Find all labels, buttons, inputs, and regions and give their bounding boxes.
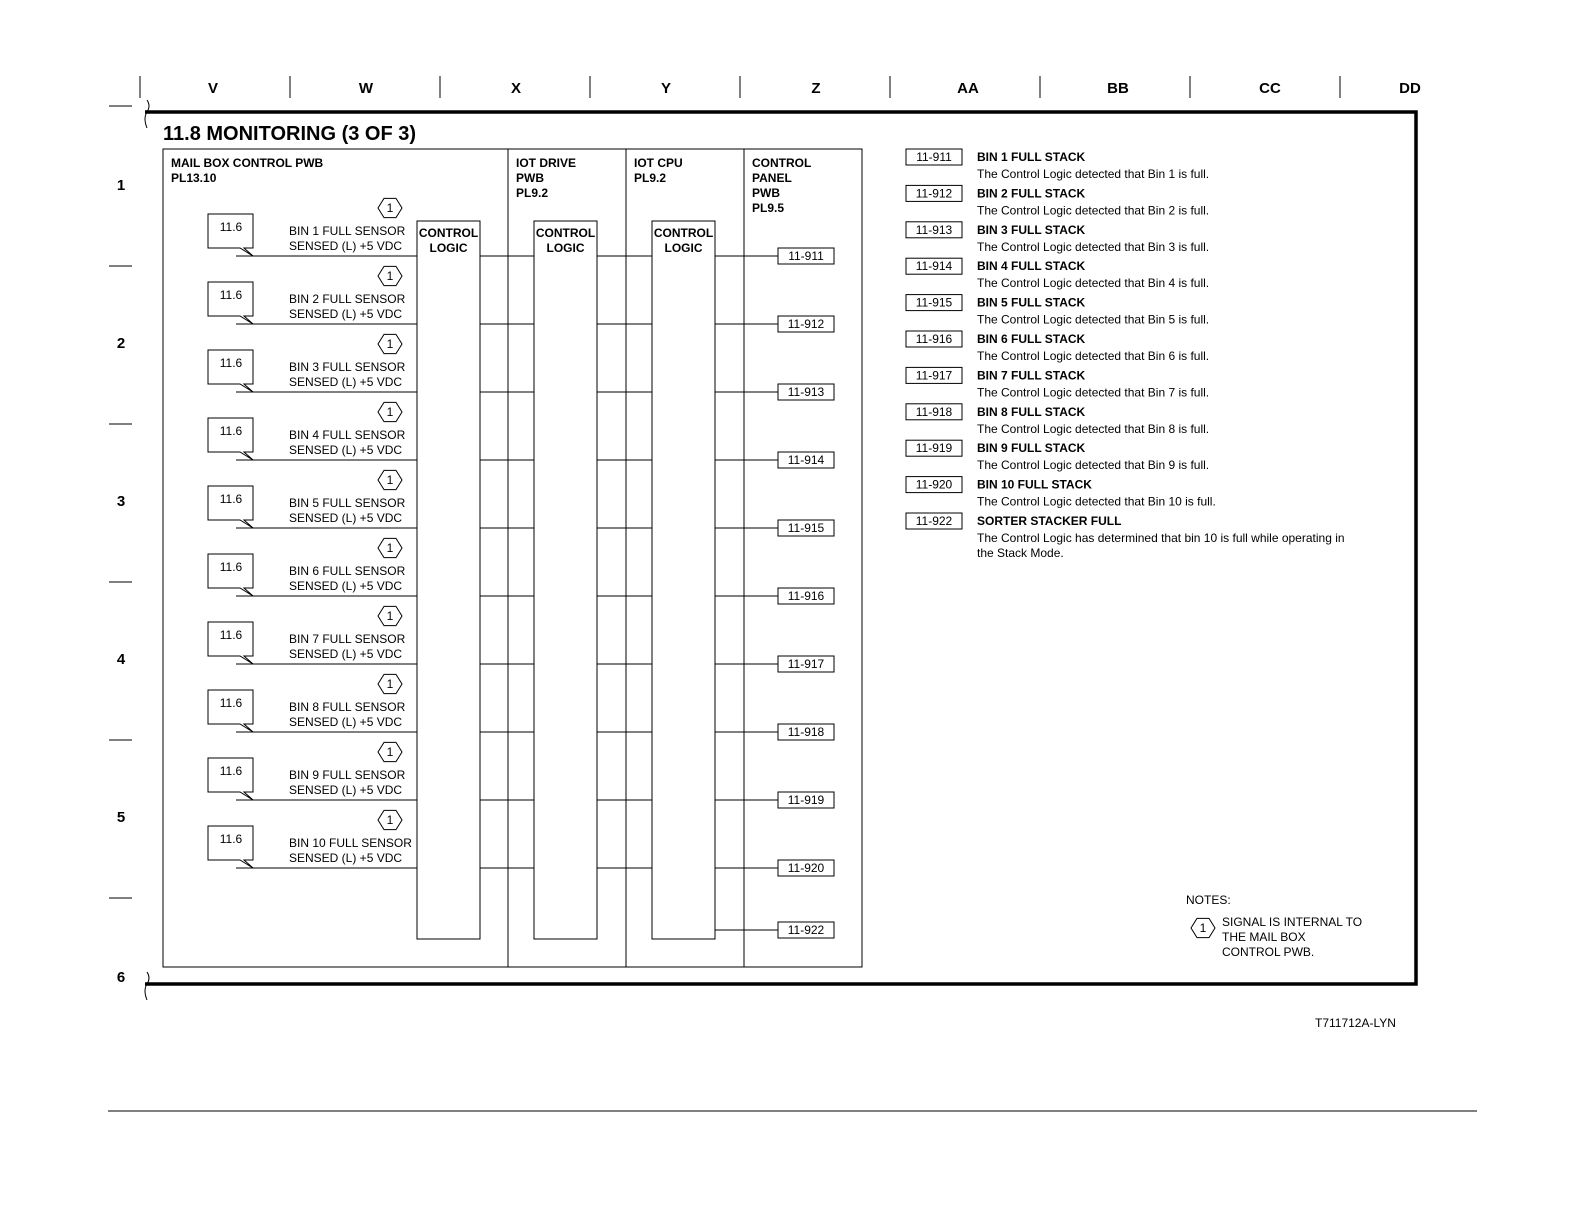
fault-code: 11-911 (916, 150, 952, 164)
sheet-reference: 11.6 (219, 288, 243, 302)
control-logic-label: LOGIC (664, 241, 703, 255)
row-label: 2 (116, 335, 126, 352)
board-header-line: IOT CPU (634, 156, 683, 170)
sheet-reference: 11.6 (219, 356, 243, 370)
sheet-reference: 11.6 (219, 560, 243, 574)
control-logic-label: LOGIC (546, 241, 585, 255)
row-label: 5 (116, 809, 126, 826)
fault-entry (906, 222, 1209, 254)
fault-entry (906, 149, 1209, 181)
note-line: SIGNAL IS INTERNAL TO (1222, 915, 1363, 929)
fault-description: The Control Logic detected that Bin 5 is full. (977, 312, 1210, 327)
badge-number: 1 (386, 541, 394, 555)
fault-title: BIN 1 FULL STACK (977, 150, 1086, 164)
fault-code: 11-917 (787, 657, 825, 671)
sensor-label-line1: BIN 7 FULL SENSOR (289, 632, 406, 646)
notes-heading: NOTES: (1186, 893, 1231, 907)
sensor-label-line1: BIN 8 FULL SENSOR (289, 700, 406, 714)
sensor-label-line1: BIN 2 FULL SENSOR (289, 292, 406, 306)
sensor-signal-row (208, 742, 834, 808)
signal-note-badge (378, 810, 402, 829)
sheet-reference: 11.6 (219, 832, 243, 846)
sensor-signal-row (208, 198, 834, 264)
row-label: 1 (116, 177, 126, 194)
sensor-label-line2: SENSED (L) +5 VDC (289, 715, 403, 729)
monitoring-diagram (163, 123, 862, 967)
signal-note-badge (378, 198, 402, 217)
board-header-line: PL13.10 (171, 171, 217, 185)
column-label: W (358, 80, 374, 97)
badge-number: 1 (386, 201, 394, 215)
fault-code: 11-915 (915, 295, 953, 310)
sheet-reference: 11.6 (219, 696, 243, 710)
fault-code: 11-913 (915, 222, 953, 237)
badge-number: 1 (386, 745, 394, 759)
fault-entry (906, 331, 1209, 363)
fault-entry (906, 440, 1209, 472)
fault-code: 11-917 (915, 368, 953, 383)
fault-title: BIN 5 FULL STACK (977, 295, 1086, 310)
fault-description: The Control Logic detected that Bin 9 is full. (977, 458, 1210, 473)
fault-code: 11-914 (915, 259, 953, 274)
sensor-label-line1: BIN 6 FULL SENSOR (289, 564, 406, 578)
sensor-label-line2: SENSED (L) +5 VDC (289, 307, 403, 321)
control-logic-label: CONTROL (418, 226, 479, 240)
fault-description: The Control Logic detected that Bin 2 is full. (977, 203, 1210, 218)
fault-description: the Stack Mode. (977, 546, 1064, 560)
sensor-label-line1: BIN 3 FULL SENSOR (289, 360, 406, 374)
signal-note-badge (378, 266, 402, 285)
fault-code: 11-913 (787, 385, 825, 399)
sensor-label-line2: SENSED (L) +5 VDC (289, 647, 403, 661)
column-label: BB (1107, 80, 1129, 97)
column-label: AA (957, 80, 979, 97)
fault-description: The Control Logic detected that Bin 7 is full. (977, 385, 1210, 400)
fault-code: 11-920 (787, 861, 825, 875)
fault-description: The Control Logic detected that Bin 3 is full. (977, 239, 1210, 254)
column-label: X (510, 80, 522, 97)
fault-code: 11-922 (915, 514, 953, 528)
signal-note-badge (378, 606, 402, 625)
fault-description: The Control Logic has determined that bin 10 is full while operating in (977, 531, 1345, 545)
sensor-label-line2: SENSED (L) +5 VDC (289, 375, 403, 389)
board-header-line: PWB (752, 186, 780, 200)
fault-code: 11-916 (915, 332, 953, 346)
control-logic-block (534, 221, 597, 939)
sheet-reference: 11.6 (219, 628, 243, 642)
fault-entry (906, 404, 1209, 436)
sensor-label-line2: SENSED (L) +5 VDC (289, 239, 403, 253)
row-label: 6 (116, 969, 126, 986)
fault-code: 11-916 (787, 589, 825, 603)
row-label: 4 (116, 651, 126, 668)
column-label: Z (811, 80, 821, 97)
sensor-label-line2: SENSED (L) +5 VDC (289, 511, 403, 525)
row-label: 3 (116, 493, 126, 510)
fault-entry (906, 513, 1345, 560)
board-header-line: CONTROL (752, 156, 812, 170)
fault-title: BIN 2 FULL STACK (977, 186, 1086, 201)
badge-number: 1 (386, 405, 394, 419)
sensor-signal-row (208, 606, 834, 672)
signal-note-badge (378, 334, 402, 353)
badge-number: 1 (386, 337, 394, 351)
board-header-line: PWB (516, 171, 544, 185)
note-line: CONTROL PWB. (1222, 945, 1315, 959)
diagram-outline (163, 149, 862, 967)
fault-entry (906, 477, 1216, 509)
note-line: THE MAIL BOX (1222, 930, 1306, 944)
fault-code: 11-922 (787, 923, 825, 937)
column-label: DD (1399, 80, 1421, 97)
fault-code: 11-918 (787, 725, 825, 739)
sensor-label-line1: BIN 5 FULL SENSOR (289, 496, 406, 510)
fault-code: 11-912 (915, 186, 953, 201)
sensor-signal-row (208, 810, 834, 876)
sensor-label-line1: BIN 9 FULL SENSOR (289, 768, 406, 782)
sensor-label-line2: SENSED (L) +5 VDC (289, 579, 403, 593)
badge-number: 1 (386, 813, 394, 827)
badge-number: 1 (1199, 921, 1207, 935)
fault-code: 11-914 (787, 453, 825, 467)
fault-code: 11-918 (915, 404, 953, 419)
fault-code: 11-911 (788, 249, 824, 263)
badge-number: 1 (386, 473, 394, 487)
figure-id: T711712A-LYN (1315, 1016, 1396, 1030)
fault-code: 11-920 (915, 477, 953, 492)
fault-entry (906, 367, 1209, 399)
board-header-line: IOT DRIVE (516, 156, 577, 170)
fault-title: BIN 3 FULL STACK (977, 222, 1086, 237)
sheet-reference: 11.6 (219, 424, 243, 438)
signal-note-badge (1191, 918, 1215, 937)
signal-note-badge (378, 402, 402, 421)
fault-code: 11-919 (787, 793, 825, 807)
frame-brace-bottom (145, 972, 149, 1000)
signal-note-badge (378, 470, 402, 489)
sensor-signal-row (208, 266, 834, 332)
board-header-line: PL9.5 (752, 201, 785, 215)
fault-code: 11-915 (787, 521, 825, 535)
sensor-label-line1: BIN 10 FULL SENSOR (289, 836, 412, 850)
sheet-reference: 11.6 (219, 764, 243, 778)
fault-description: The Control Logic detected that Bin 4 is full. (977, 276, 1210, 291)
column-label: Y (660, 80, 672, 97)
control-logic-label: CONTROL (653, 226, 714, 240)
sensor-label-line2: SENSED (L) +5 VDC (289, 443, 403, 457)
diagram-title: 11.8 MONITORING (3 OF 3) (163, 123, 417, 145)
sensor-label-line1: BIN 1 FULL SENSOR (289, 224, 406, 238)
fault-description: The Control Logic detected that Bin 6 is full. (977, 349, 1210, 363)
badge-number: 1 (386, 609, 394, 623)
sheet-reference: 11.6 (219, 220, 243, 234)
fault-code: 11-912 (787, 317, 825, 331)
sensor-signal-row (208, 538, 834, 604)
fault-legend (906, 149, 1345, 560)
control-logic-block (652, 221, 715, 939)
sheet-reference: 11.6 (219, 492, 243, 506)
sensor-label-line1: BIN 4 FULL SENSOR (289, 428, 406, 442)
notes-block (1186, 893, 1362, 959)
fault-title: BIN 7 FULL STACK (977, 368, 1086, 383)
fault-title: BIN 10 FULL STACK (977, 477, 1092, 492)
badge-number: 1 (386, 677, 394, 691)
fault-description: The Control Logic detected that Bin 1 is full. (977, 167, 1210, 181)
column-label: V (207, 80, 219, 97)
control-logic-label: CONTROL (535, 226, 596, 240)
fault-entry (906, 185, 1209, 217)
frame-brace-top (145, 100, 149, 128)
board-header-line: PANEL (752, 171, 792, 185)
fault-description: The Control Logic detected that Bin 10 is full. (977, 494, 1216, 509)
board-header-line: PL9.2 (516, 186, 549, 200)
fault-entry (906, 295, 1209, 327)
sensor-signal-row (208, 674, 834, 740)
control-logic-block (417, 221, 480, 939)
sensor-signal-row (208, 334, 834, 400)
fault-title: BIN 8 FULL STACK (977, 404, 1086, 419)
sensor-label-line2: SENSED (L) +5 VDC (289, 783, 403, 797)
signal-note-badge (378, 674, 402, 693)
badge-number: 1 (386, 269, 394, 283)
board-header-line: PL9.2 (634, 171, 667, 185)
fault-code: 11-919 (915, 441, 953, 456)
sensor-label-line2: SENSED (L) +5 VDC (289, 851, 403, 865)
column-label: CC (1259, 80, 1281, 97)
signal-note-badge (378, 742, 402, 761)
fault-title: BIN 6 FULL STACK (977, 332, 1086, 346)
signal-note-badge (378, 538, 402, 557)
board-header-line: MAIL BOX CONTROL PWB (171, 156, 324, 170)
fault-entry (906, 258, 1209, 290)
sensor-signal-row (208, 402, 834, 468)
control-logic-label: LOGIC (429, 241, 468, 255)
fault-title: BIN 4 FULL STACK (977, 259, 1086, 274)
fault-title: BIN 9 FULL STACK (977, 441, 1086, 456)
fault-description: The Control Logic detected that Bin 8 is full. (977, 421, 1210, 436)
sensor-signal-row (208, 470, 834, 536)
fault-title: SORTER STACKER FULL (977, 514, 1122, 528)
